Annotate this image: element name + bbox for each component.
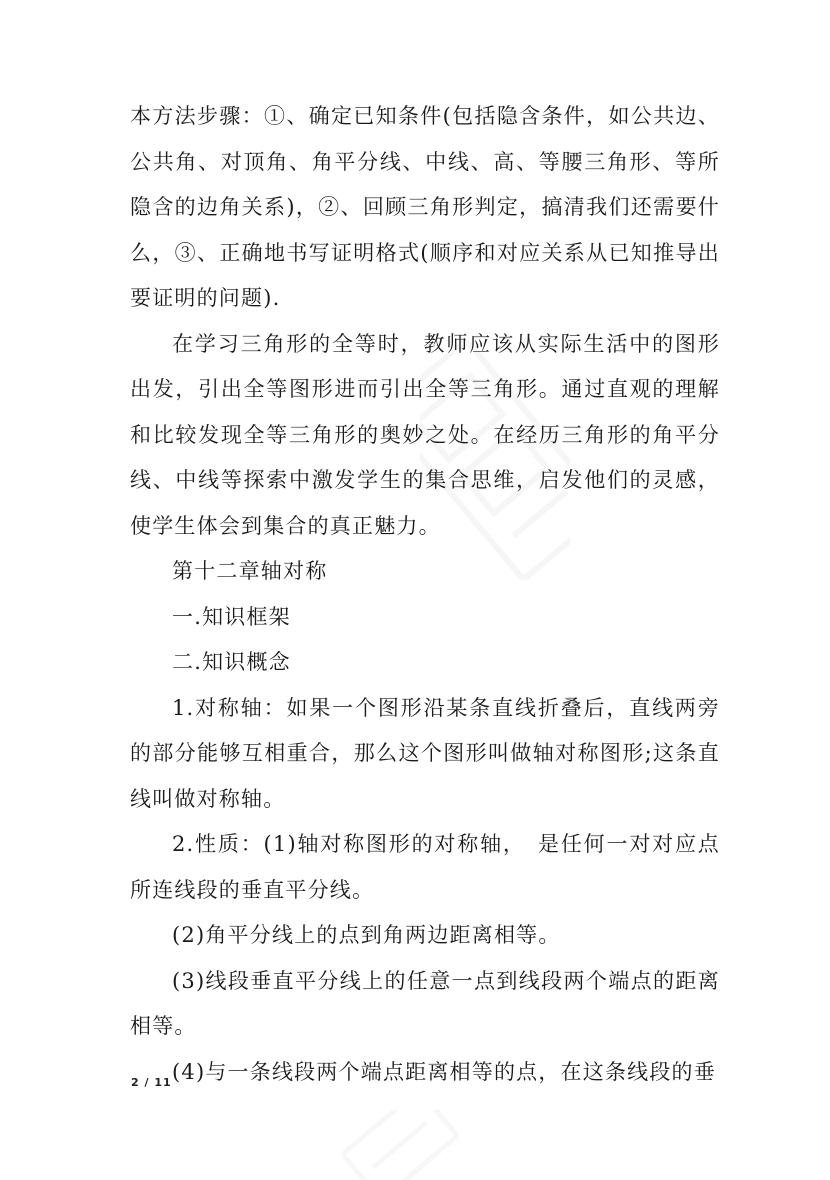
section-heading-concepts: 二.知识概念 — [172, 650, 291, 674]
chapter-heading: 第十二章轴对称 — [172, 559, 328, 583]
paragraph-method-steps: 本方法步骤：①、确定已知条件(包括隐含条件，如公共边、公共角、对顶角、角平分线、中线、高、等腰三角形、等所隐含的边角关系)，②、回顾三角形判定，搞清我们还需要什么，③、正确地书写证明格式(顺序和对应关系从已知推导出要证明的问题). — [130, 104, 720, 310]
document-body — [130, 94, 720, 1095]
watermark-logo-bottom — [320, 1110, 480, 1180]
paragraph-axis-definition: 1.对称轴：如果一个图形沿某条直线折叠后，直线两旁的部分能够互相重合，那么这个图形叫做轴对称图形;这条直线叫做对称轴。 — [130, 695, 720, 811]
paragraph-property-4: (4)与一条线段两个端点距离相等的点，在这条线段的垂 — [172, 1059, 716, 1084]
paragraph-teaching-note: 在学习三角形的全等时，教师应该从实际生活中的图形出发，引出全等图形进而引出全等三角形。通过直观的理解和比较发现全等三角形的奥妙之处。在经历三角形的角平分线、中线等探索中激发学生的集合思维，启发他们的灵感，使学生体会到集合的真正魅力。 — [130, 331, 720, 538]
page-indicator: 2 / 11 — [131, 1076, 172, 1089]
paragraph-property-1: 2.性质：(1)轴对称图形的对称轴， 是任何一对对应点所连线段的垂直平分线。 — [130, 832, 720, 902]
section-heading-framework: 一.知识框架 — [172, 604, 291, 629]
paragraph-property-3: (3)线段垂直平分线上的任意一点到线段两个端点的距离相等。 — [130, 968, 720, 1038]
paragraph-property-2: (2)角平分线上的点到角两边距离相等。 — [172, 923, 561, 947]
